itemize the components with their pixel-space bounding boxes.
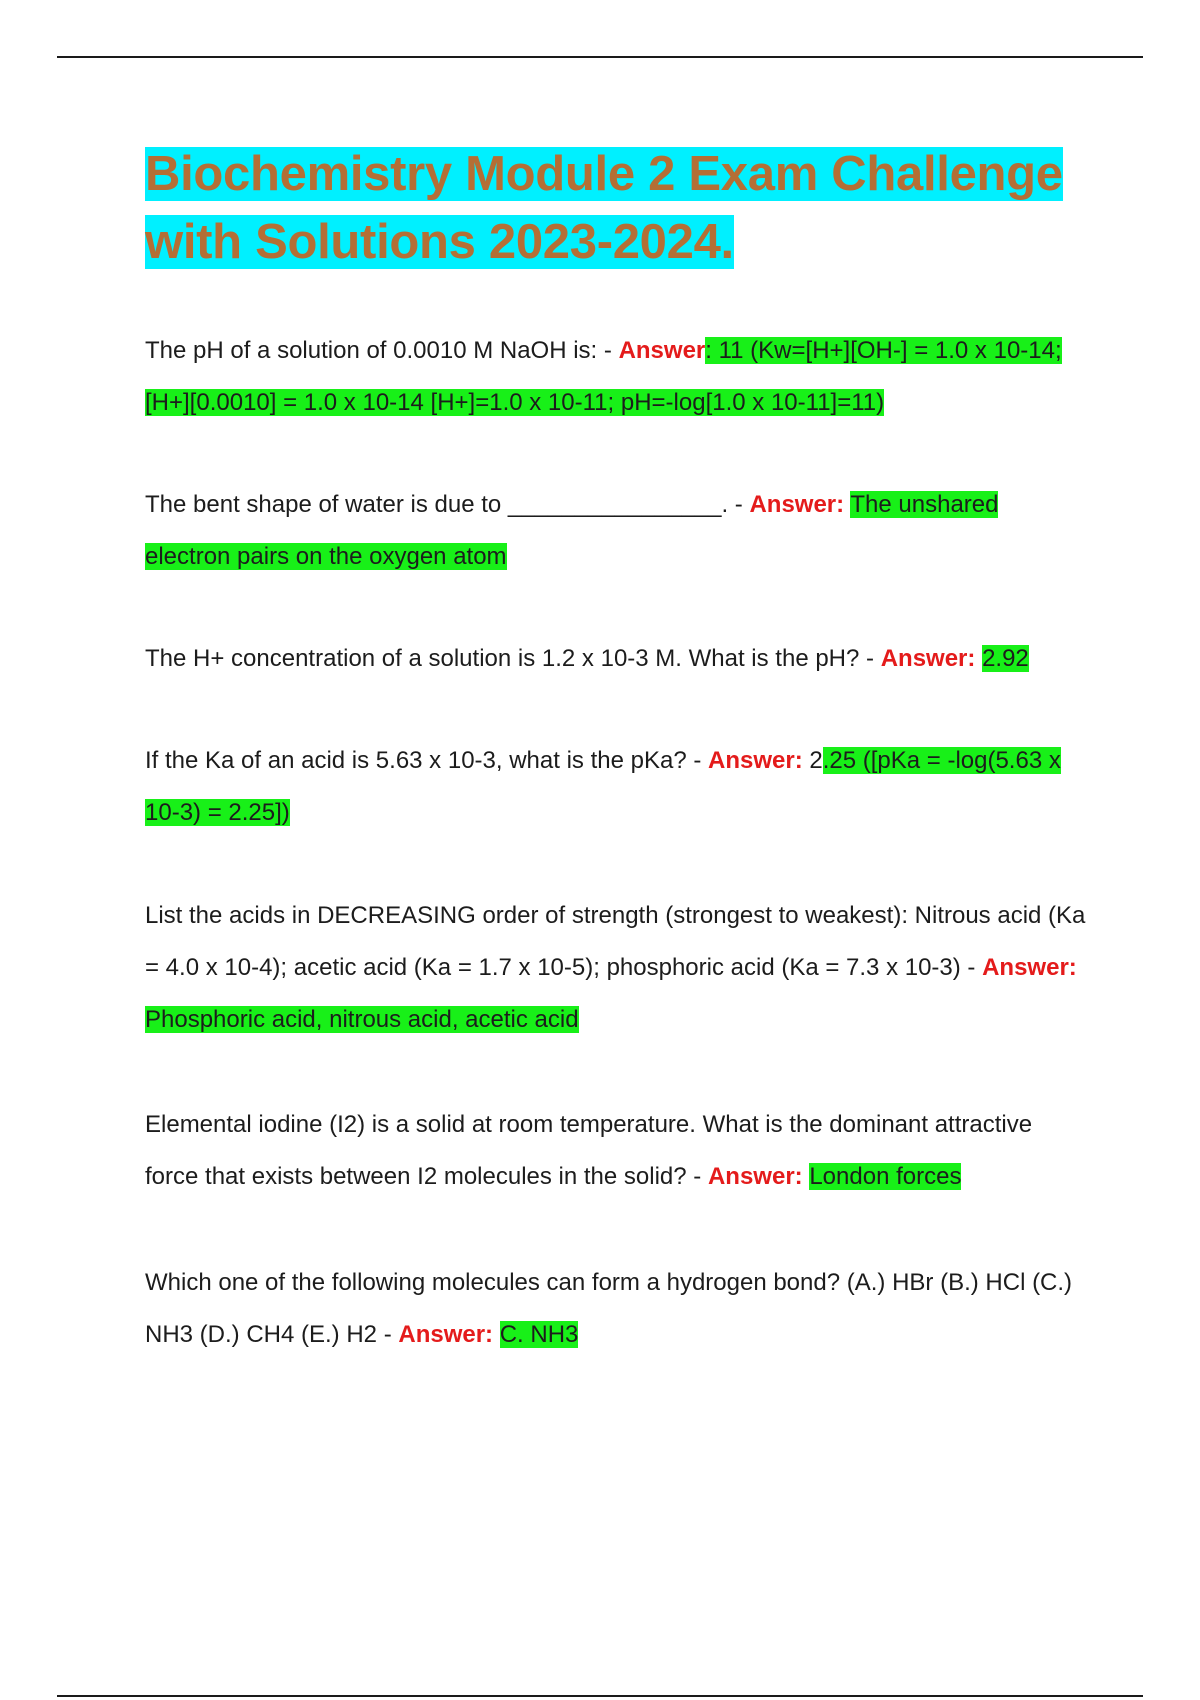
- qa-item-2: [145, 479, 1090, 583]
- answer-text: C. NH3: [499, 1321, 579, 1348]
- top-rule: [57, 56, 1143, 58]
- answer-text: .25 ([pKa = -log(5.63 x 10-3) = 2.25]): [145, 747, 1061, 826]
- answer-label: Answer:: [708, 747, 803, 774]
- answer-label: Answer:: [880, 645, 976, 672]
- qa-item-5: [145, 890, 1090, 1046]
- document-title: [145, 140, 1090, 276]
- answer-label: Answer:: [982, 954, 1077, 981]
- question-text: The H+ concentration of a solution is 1.2 x 10-3 M. What is the pH? -: [145, 645, 881, 672]
- answer-lead: 2: [802, 747, 823, 774]
- answer-text: The unshared electron pairs on the oxygen atom: [145, 491, 999, 570]
- qa-item-3: [145, 633, 1090, 685]
- question-text: The pH of a solution of 0.0010 M NaOH is: -: [145, 337, 619, 364]
- answer-text: : 11 (Kw=[H+][OH-] = 1.0 x 10-14; [H+][0.0010] = 1.0 x 10-14 [H+]=1.0 x 10-11; pH=-log[1.0 x 10-11]=11): [145, 337, 1062, 416]
- qa-item-6: [145, 1099, 1090, 1203]
- qa-item-1: [145, 325, 1090, 429]
- question-text: Elemental iodine (I2) is a solid at room temperature. What is the dominant attractive force that exists between I2 molecules in the solid? -: [145, 1111, 1033, 1190]
- question-text: The bent shape of water is due to ________________. -: [145, 491, 750, 518]
- question-text: If the Ka of an acid is 5.63 x 10-3, what is the pKa? -: [145, 747, 708, 774]
- document-body: [145, 140, 1090, 1361]
- answer-label: Answer:: [749, 491, 845, 518]
- answer-label: Answer:: [398, 1321, 494, 1348]
- question-text: List the acids in DECREASING order of strength (strongest to weakest): Nitrous acid (Ka = 4.0 x 10-4); acetic acid (Ka = 1.7 x 10-5); phosphoric acid (Ka = 7.3 x 10-3) -: [145, 902, 1086, 981]
- question-text: Which one of the following molecules can form a hydrogen bond? (A.) HBr (B.) HCl (C.) NH3 (D.) CH4 (E.) H2 -: [145, 1269, 1073, 1348]
- answer-text: Phosphoric acid, nitrous acid, acetic acid: [145, 1006, 579, 1033]
- answer-label: Answer: [618, 337, 706, 364]
- qa-item-7: [145, 1257, 1090, 1361]
- answer-label: Answer:: [707, 1163, 803, 1190]
- answer-text: 2.92: [982, 645, 1029, 672]
- qa-item-4: [145, 735, 1090, 839]
- document-title-text: Biochemistry Module 2 Exam Challenge with Solutions 2023-2024.: [145, 147, 1063, 269]
- bottom-rule: [57, 1695, 1143, 1697]
- answer-text: London forces: [809, 1163, 962, 1190]
- answer-lead: [493, 1321, 500, 1348]
